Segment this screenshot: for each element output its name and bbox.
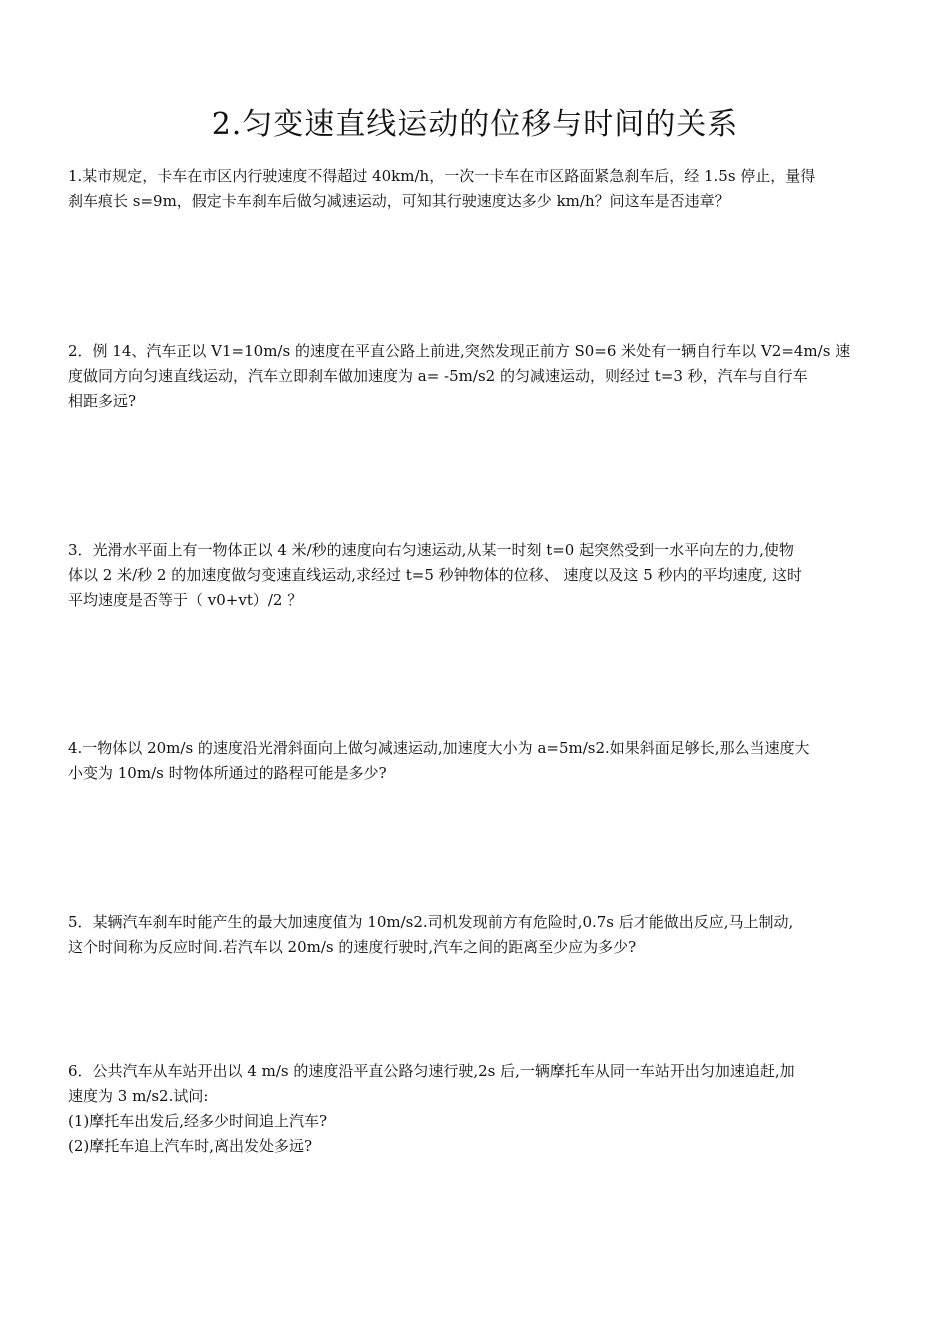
question-line: 小变为 10m/s 时物体所通过的路程可能是多少? [68,764,387,782]
question-line: 1.某市规定，卡车在市区内行驶速度不得超过 40km/h，一次一卡车在市区路面紧急刹车后，经 1.5s 停止，量得 [68,167,816,185]
question-line: 速度为 3 m/s2.试问: [68,1087,209,1105]
question-4 [68,736,884,786]
sub-question-2: (2)摩托车追上汽车时,离出发处多远? [68,1137,313,1155]
question-line: 5．某辆汽车刹车时能产生的最大加速度值为 10m/s2.司机发现前方有危险时,0.7s 后才能做出反应,马上制动, [68,913,794,931]
question-line: 3．光滑水平面上有一物体正以 4 米/秒的速度向右匀速运动,从某一时刻 t=0 起突然受到一水平向左的力,使物 [68,541,794,559]
question-line: 体以 2 米/秒 2 的加速度做匀变速直线运动,求经过 t=5 秒钟物体的位移、 速度以及这 5 秒内的平均速度, 这时 [68,566,803,584]
question-line: 平均速度是否等于（ v0+vt）/2 ？ [68,591,303,609]
question-line: 相距多远? [68,392,137,410]
question-line: 刹车痕长 s=9m，假定卡车刹车后做匀减速运动，可知其行驶速度达多少 km/h？问这车是否违章？ [68,192,730,210]
question-line: 2．例 14、汽车正以 V1=10m/s 的速度在平直公路上前进,突然发现正前方 S0=6 米处有一辆自行车以 V2=4m/s 速 [68,342,851,360]
question-line: 度做同方向匀速直线运动，汽车立即刹车做加速度为 a= -5m/s2 的匀减速运动，则经过 t=3 秒，汽车与自行车 [68,367,808,385]
question-5 [68,910,884,960]
question-line: 这个时间称为反应时间.若汽车以 20m/s 的速度行驶时,汽车之间的距离至少应为多少? [68,938,637,956]
question-2 [68,339,884,414]
question-1 [68,164,884,214]
question-line: 6．公共汽车从车站开出以 4 m/s 的速度沿平直公路匀速行驶,2s 后,一辆摩托车从同一车站开出匀加速追赶,加 [68,1062,795,1080]
page-title: 2.匀变速直线运动的位移与时间的关系 [211,107,739,142]
sub-question-1: (1)摩托车出发后,经多少时间追上汽车? [68,1112,328,1130]
question-3 [68,538,884,613]
question-6 [68,1059,884,1159]
question-line: 4.一物体以 20m/s 的速度沿光滑斜面向上做匀减速运动,加速度大小为 a=5m/s2.如果斜面足够长,那么当速度大 [68,739,810,757]
